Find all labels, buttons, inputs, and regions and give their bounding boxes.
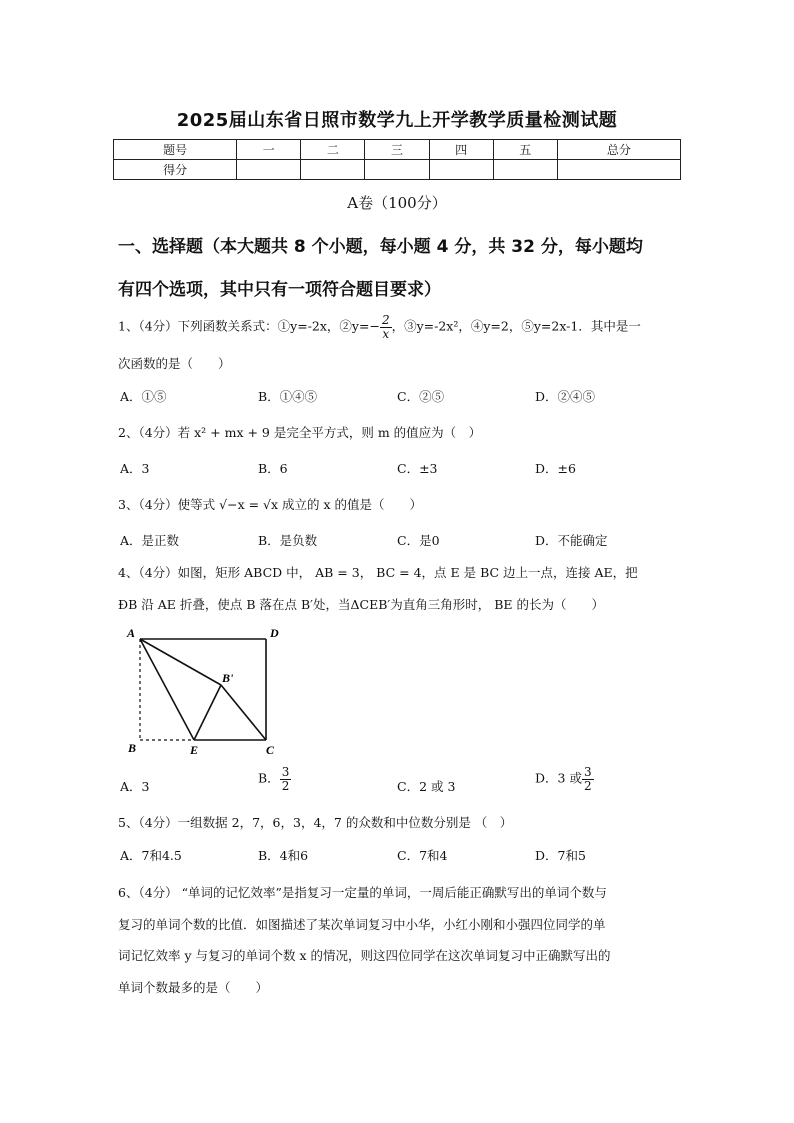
- q4-option-a: A．3: [120, 779, 150, 794]
- question-4-line2: ÐB 沿 AE 折叠，使点 B 落在点 B′处，当ΔCEB′为直角三角形时， BE 的长为（ ）: [118, 597, 604, 612]
- question-2: 2、（4分）若 x² + mx + 9 是完全平方式，则 m 的值应为（ ）: [118, 425, 482, 440]
- q2-option-b: B．6: [258, 461, 288, 476]
- q3-option-b: B．是负数: [258, 533, 318, 548]
- score-cell: [429, 160, 493, 180]
- label-d: D: [270, 626, 279, 640]
- q3-option-d: D．不能确定: [535, 533, 608, 548]
- score-header-cell: 总分: [557, 140, 680, 160]
- score-cell: [557, 160, 680, 180]
- score-row-label: 得分: [114, 160, 237, 180]
- label-b-prime: B': [222, 671, 234, 685]
- q2-option-a: A．3: [120, 461, 150, 476]
- label-c: C: [266, 743, 275, 757]
- score-header-cell: 一: [237, 140, 301, 160]
- section-heading: A卷（100分）: [347, 194, 447, 212]
- q5-option-c: C．7和4: [397, 848, 448, 863]
- q4-b-den: 2: [281, 778, 290, 793]
- q4-option-d: [535, 766, 594, 792]
- q4-d-den: 2: [583, 778, 592, 793]
- q4-option-c: C．2 或 3: [397, 779, 456, 794]
- q1-text-a: 1、（4分）下列函数关系式：①y=-2x，②y=−: [118, 318, 380, 334]
- q1-option-c: C．②⑤: [397, 389, 445, 404]
- q5-option-d: D．7和5: [535, 848, 586, 863]
- q1-fraction: [380, 314, 392, 340]
- question-6-line3: 词记忆效率 y 与复习的单词个数 x 的情况，则这四位同学在这次单词复习中正确默写出的: [118, 948, 611, 963]
- score-table-score-row: [114, 160, 681, 180]
- question-3: 3、（4分）使等式 √−x = √x 成立的 x 的值是（ ）: [118, 497, 423, 512]
- question-6-line2: 复习的单词个数的比值．如图描述了某次单词复习中小华，小红小刚和小强四位同学的单: [118, 917, 606, 932]
- question-1-line1: [118, 314, 684, 340]
- score-cell: [237, 160, 301, 180]
- q1-option-d: D．②④⑤: [535, 389, 596, 404]
- score-header-cell: 三: [365, 140, 429, 160]
- q1-text-b: ，③y=-2x²，④y=2，⑤y=2x-1．其中是一: [391, 318, 641, 334]
- q4-option-d-fraction: [582, 766, 594, 792]
- question-4-line1: 4、（4分）如图，矩形 ABCD 中， AB = 3， BC = 4，点 E 是 BC 边上一点，连接 AE，把: [118, 565, 638, 580]
- score-table-header-row: [114, 140, 681, 160]
- q3-option-c: C．是0: [397, 533, 440, 548]
- part-heading-line2: 有四个选项，其中只有一项符合题目要求）: [118, 280, 441, 300]
- q4-option-d-prefix: D．3 或: [535, 770, 582, 786]
- q5-option-a: A．7和4.5: [120, 848, 182, 863]
- q1-frac-num: 2: [381, 313, 390, 327]
- score-header-cell: 五: [493, 140, 557, 160]
- part-heading-line1: 一、选择题（本大题共 8 个小题，每小题 4 分，共 32 分，每小题均: [118, 237, 643, 257]
- score-cell: [301, 160, 365, 180]
- score-header-cell: 题号: [114, 140, 237, 160]
- question-6-line4: 单词个数最多的是（ ）: [118, 980, 269, 995]
- page-title: 2025届山东省日照市数学九上开学教学质量检测试题: [176, 110, 618, 131]
- score-header-cell: 二: [301, 140, 365, 160]
- segment-eb-prime: [194, 685, 221, 740]
- q4-option-b-prefix: B．: [258, 770, 280, 786]
- question-5: 5、（4分）一组数据 2，7，6，3，4，7 的众数和中位数分别是 （ ）: [118, 815, 513, 830]
- question-1-line2: 次函数的是（ ）: [118, 356, 231, 371]
- label-b: B: [128, 741, 137, 755]
- rectangle-fold-figure: [118, 622, 288, 757]
- q1-option-a: A．①⑤: [120, 389, 167, 404]
- q4-d-num: 3: [583, 765, 592, 779]
- segment-b-prime-c: [221, 685, 266, 740]
- q2-option-c: C．±3: [397, 461, 438, 476]
- q2-option-d: D．±6: [535, 461, 576, 476]
- q4-option-b: [258, 766, 291, 792]
- question-6-line1: 6、（4分） “单词的记忆效率”是指复习一定量的单词，一周后能正确默写出的单词个数与: [118, 885, 607, 900]
- label-a: A: [127, 626, 136, 640]
- score-header-cell: 四: [429, 140, 493, 160]
- q1-frac-den: x: [382, 326, 390, 341]
- q3-option-a: A．是正数: [120, 533, 180, 548]
- score-table: [113, 139, 681, 180]
- q4-b-num: 3: [281, 765, 290, 779]
- score-cell: [493, 160, 557, 180]
- q5-option-b: B．4和6: [258, 848, 309, 863]
- score-cell: [365, 160, 429, 180]
- label-e: E: [190, 743, 199, 757]
- q4-option-b-fraction: [280, 766, 292, 792]
- q1-option-b: B．①④⑤: [258, 389, 318, 404]
